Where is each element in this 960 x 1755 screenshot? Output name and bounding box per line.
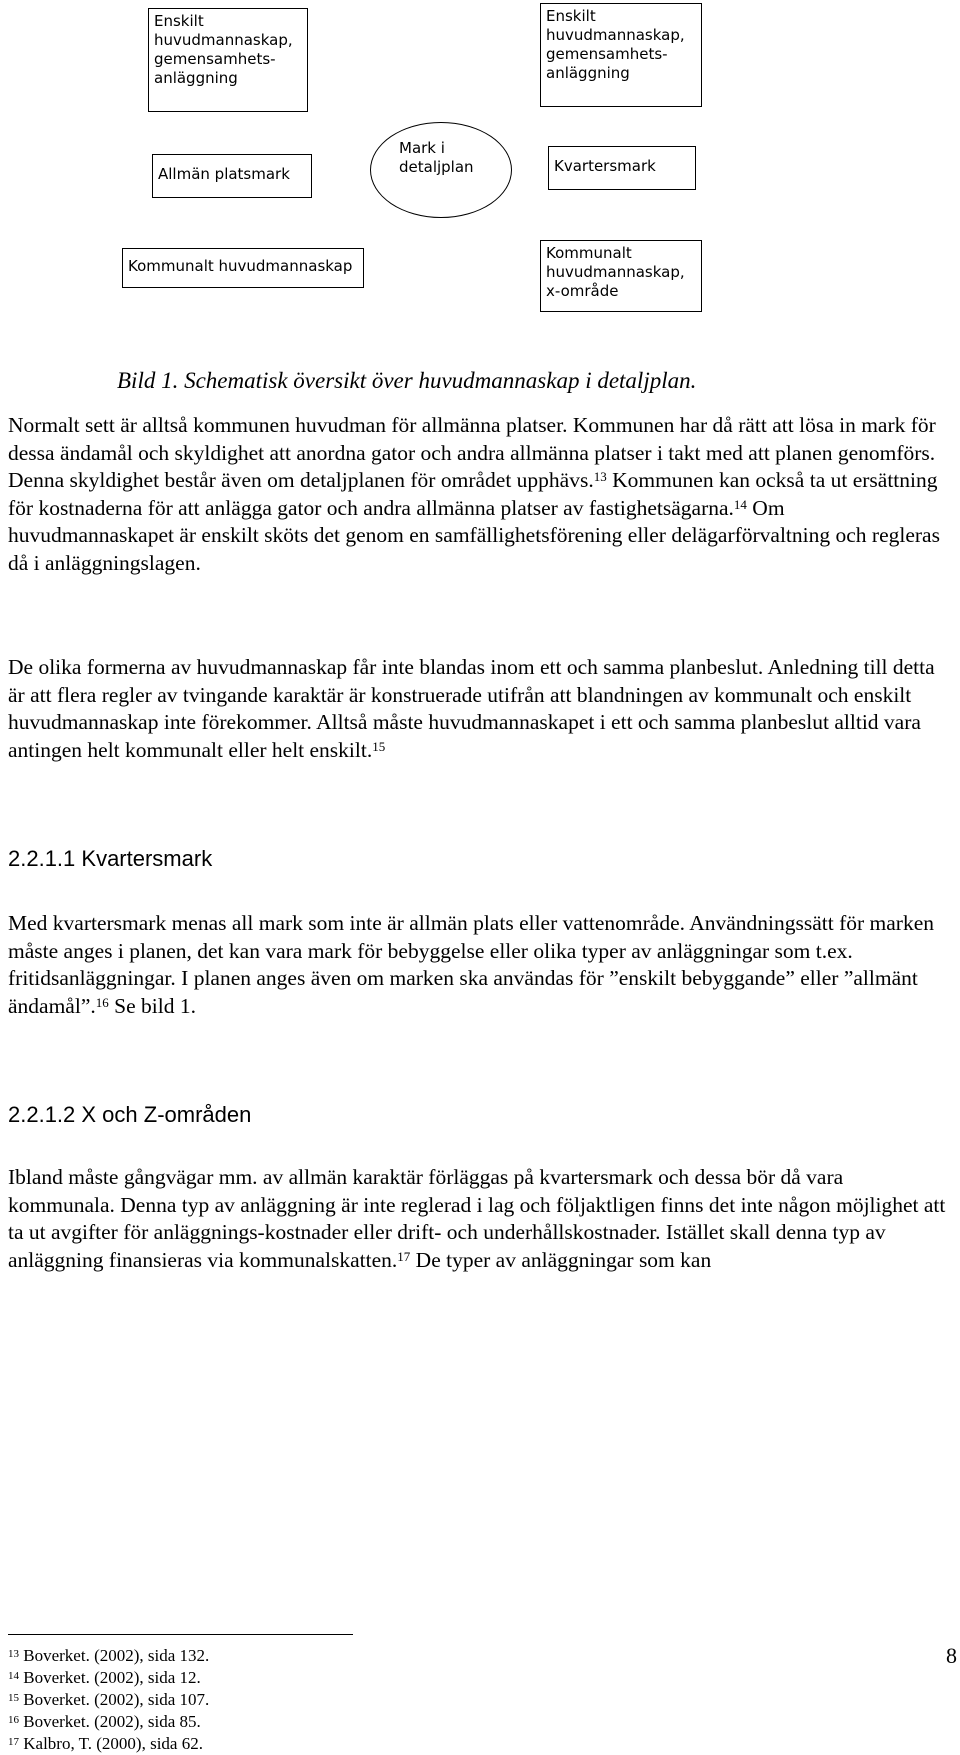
paragraph-text: De typer av anläggningar som kan [410,1247,712,1272]
ellipse-mark-i-detaljplan [370,122,512,218]
box-enskilt-top-left [148,8,308,112]
paragraph-text: De olika formerna av huvudmannaskap får inte blandas inom ett och samma planbeslut. Anledning till detta är att flera regler av tvingande karaktär är konstruerade utifrån att blandningen av kommunalt och enskilt huvudmannaskap inte förekommer. Alltså måste huvudmannaskapet i ett och samma planbeslut alltid vara antingen helt kommunalt eller helt enskilt. [8,655,935,762]
footnote-ref: 14 [733,496,747,512]
box-kommunalt-huvudmannaskap [122,248,364,288]
paragraph-text: Se bild 1. [108,993,196,1018]
footnote-number: 17 [8,1736,19,1748]
paragraph-text: Normalt sett är alltså kommunen huvudman för allmänna platser. Kommunen har då rätt att lösa in mark för dessa ändamål och skyldighet att anordna gator och andra allmänna platser i takt med att planen genomförs. Denna skyldighet består även om detaljplanen för området upphävs. [8,413,936,493]
box-kvartersmark [548,146,696,190]
footnote-ref: 17 [397,1248,411,1264]
footnote-item [8,1711,209,1733]
footnote-number: 15 [8,1692,19,1704]
footnote-ref: 16 [95,994,109,1010]
footnote-text: Boverket. (2002), sida 12. [19,1668,201,1687]
footnote-item [8,1667,209,1689]
section-heading-x-z-omraden: 2.2.1.2 X och Z-områden [8,1102,252,1127]
figure-caption: Bild 1. Schematisk översikt över huvudmannaskap i detaljplan. [117,368,697,393]
box-label: Kommunalt huvudmannaskap [128,257,353,275]
footnote-number: 13 [8,1648,19,1660]
box-label: Enskilt huvudmannaskap, gemensamhets- anläggning [546,7,685,82]
footnote-text: Boverket. (2002), sida 132. [19,1646,210,1665]
paragraph-kvartersmark [8,910,953,1020]
footnote-list [8,1645,209,1755]
paragraph-text: Om huvudmannaskapet är enskilt sköts det genom en samfällighetsförening eller delägarförvaltning och regleras då i anläggningslagen. [8,495,940,575]
footnote-text: Kalbro, T. (2000), sida 62. [19,1734,203,1753]
paragraph-text: Med kvartersmark menas all mark som inte är allmän plats eller vattenområde. Användningssätt för marken måste anges i planen, det kan vara mark för bebyggelse eller olika typer av anläggningar som t.ex. fritidsanläggningar. I planen anges även om marken ska användas för ”enskilt bebyggande” eller ”allmänt ändamål”. [8,911,935,1018]
ellipse-label: Mark i detaljplan [399,139,474,176]
box-enskilt-top-right [540,3,702,107]
box-label: Kvartersmark [554,157,656,175]
paragraph-x-z-omraden [8,1164,953,1274]
footnote-separator [8,1634,353,1635]
footnote-item [8,1689,209,1711]
box-kommunalt-x-omrade [540,240,702,312]
section-heading-kvartersmark: 2.2.1.1 Kvartersmark [8,846,213,871]
paragraph-huvudman [8,412,953,578]
footnote-item [8,1645,209,1667]
footnote-number: 16 [8,1714,19,1726]
paragraph-planbeslut [8,654,953,764]
footnote-item [8,1733,209,1755]
footnote-ref: 13 [593,469,607,485]
footnote-text: Boverket. (2002), sida 107. [19,1690,210,1709]
box-label: Allmän platsmark [158,165,290,183]
footnote-number: 14 [8,1670,19,1682]
paragraph-text: Kommunen kan också ta ut ersättning för kostnaderna för att anlägga gator och andra allmänna platser av fastighetsägarna. [8,468,938,520]
page-number: 8 [946,1643,957,1668]
footnote-ref: 15 [372,738,386,754]
box-allman-platsmark [152,154,312,198]
paragraph-text: Ibland måste gångvägar mm. av allmän karaktär förläggas på kvartersmark och dessa bör då vara kommunala. Denna typ av anläggning är inte reglerad i lag och följaktligen finns det inte någon möjlighet att ta ut avgifter för anläggnings-kostnader eller drift- och underhållskostnader. Istället skall denna typ av anläggning finansieras via kommunalskatten. [8,1165,946,1272]
box-label: Kommunalt huvudmannaskap, x-område [546,244,685,300]
footnote-text: Boverket. (2002), sida 85. [19,1712,201,1731]
huvudmannaskap-diagram [0,0,960,340]
box-label: Enskilt huvudmannaskap, gemensamhets- anläggning [154,12,293,87]
